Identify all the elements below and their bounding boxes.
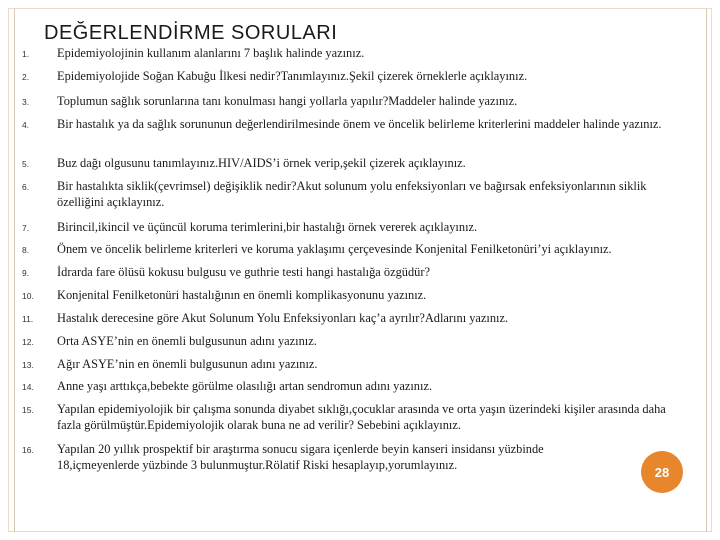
question-text: Yapılan epidemiyolojik bir çalışma sonunda diyabet sıklığı,çocuklar arasında ve orta yaşın üzerindeki kişiler arasında daha fazla görülmüştür.Epidemiyolojik olarak buna ne ad verilir? Sebebini açıklayınız. xyxy=(57,402,666,432)
question-text: Yapılan 20 yıllık prospektif bir araştırma sonucu sigara içenlerde beyin kanseri insidansı yüzbinde 18,içmeyenlerde yüzbinde 3 bulunmuştur.Rölatif Riski hesaplayıp,yorumlayınız. xyxy=(57,442,544,472)
question-number: 1. xyxy=(22,49,30,59)
question-number: 15. xyxy=(22,405,34,415)
question-number: 13. xyxy=(22,360,34,370)
question-number: 14. xyxy=(22,382,34,392)
question-number: 5. xyxy=(22,159,30,169)
right-border-line xyxy=(706,8,707,532)
question-text: Önem ve öncelik belirleme kriterleri ve koruma yaklaşımı çerçevesinde Konjenital Fenilketonüri’yi açıklayınız. xyxy=(57,242,612,256)
question-text: Epidemiyolojinin kullanım alanlarını 7 başlık halinde yazınız. xyxy=(57,46,365,60)
question-text: Birincil,ikincil ve üçüncül koruma terimlerini,bir hastalığı örnek vererek açıklayınız. xyxy=(57,220,478,234)
question-number: 11. xyxy=(22,314,34,324)
slide-title: DEĞERLENDİRME SORULARI xyxy=(44,22,338,44)
question-text: Hastalık derecesine göre Akut Solunum Yolu Enfeksiyonları kaç’a ayrılır?Adlarını yazınız. xyxy=(57,311,509,325)
left-border-line xyxy=(14,8,15,532)
question-number: 2. xyxy=(22,72,30,82)
question-text: İdrarda fare ölüsü kokusu bulgusu ve guthrie testi hangi hastalığa özgüdür? xyxy=(57,265,430,279)
question-text: Toplumun sağlık sorunlarına tanı konulması hangi yollarla yapılır?Maddeler halinde yazınız. xyxy=(57,94,518,108)
question-number: 10. xyxy=(22,291,34,301)
page-number-badge xyxy=(641,451,683,493)
question-text: Anne yaşı arttıkça,bebekte görülme olasılığı artan sendromun adını yazınız. xyxy=(57,379,433,393)
question-number: 3. xyxy=(22,97,30,107)
question-number: 12. xyxy=(22,337,34,347)
question-text: Konjenital Fenilketonüri hastalığının en önemli komplikasyonunu yazınız. xyxy=(57,288,427,302)
question-number: 16. xyxy=(22,445,34,455)
page-number: 28 xyxy=(654,464,670,480)
question-text: Buz dağı olgusunu tanımlayınız.HIV/AIDS’i örnek verip,şekil çizerek açıklayınız. xyxy=(57,156,466,170)
question-text: Ağır ASYE’nin en önemli bulgusunun adını yazınız. xyxy=(57,357,318,371)
question-number: 4. xyxy=(22,120,30,130)
question-text: Orta ASYE’nin en önemli bulgusunun adını yazınız. xyxy=(57,334,317,348)
question-number: 9. xyxy=(22,268,30,278)
question-number: 7. xyxy=(22,223,30,233)
question-number: 6. xyxy=(22,182,30,192)
question-text: Epidemiyolojide Soğan Kabuğu İlkesi nedir?Tanımlayınız.Şekil çizerek örneklerle açıklayınız. xyxy=(57,69,528,83)
question-text: Bir hastalıkta siklik(çevrimsel) değişiklik nedir?Akut solunum yolu enfeksiyonları ve bağırsak enfeksiyonlarının siklik özelliğini açıklayınız. xyxy=(57,179,647,209)
question-number: 8. xyxy=(22,245,30,255)
question-text: Bir hastalık ya da sağlık sorununun değerlendirilmesinde önem ve öncelik belirleme kriterlerini maddeler halinde yazınız. xyxy=(57,117,662,131)
